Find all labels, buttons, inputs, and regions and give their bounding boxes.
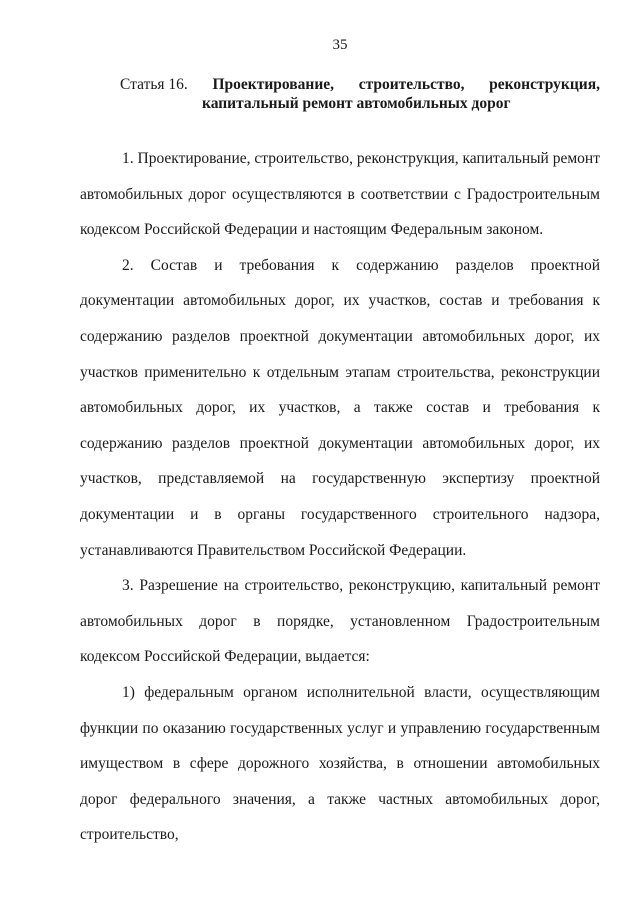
page-number: 35 [332,37,348,53]
article-heading-line-1 [120,75,600,94]
article-title-word-1: Проектирование, [212,76,335,93]
paragraph-3: 3. Разрешение на строительство, реконструкцию, капитальный ремонт автомобильных дорог в порядке, установленном Градостроительным кодексом Российской Федерации, выдается: [80,577,600,666]
article-title-word-2: строительство, [358,76,465,93]
article-title-word-3: реконструкция, [489,76,600,93]
article-title-line-2: капитальный ремонт автомобильных дорог [202,95,511,112]
paragraph-2: 2. Состав и требования к содержанию разделов проектной документации автомобильных дорог, их участков, состав и требования к содержанию разделов проектной документации автомобильных дорог, их участков применительно к отдельным этапам строительства, реконструкции автомобильных дорог, их участков, а также состав и требования к содержанию разделов проектной документации автомобильных дорог, их участков, представляемой на государственную экспертизу проектной документации и в органы государственного строительного надзора, устанавливаются Правительством Российской Федерации. [80,256,600,559]
article-body [80,141,600,853]
paragraph-1: 1. Проектирование, строительство, реконструкция, капитальный ремонт автомобильных дорог осуществляются в соответствии с Градостроительным кодексом Российской Федерации и настоящим Федеральным законом. [80,150,600,239]
article-heading [120,75,600,113]
article-label: Статья 16. [120,76,188,93]
paragraph-3-item-1: 1) федеральным органом исполнительной власти, осуществляющим функции по оказанию государственных услуг и управлению государственным имуществом в сфере дорожного хозяйства, в отношении автомобильных дорог федерального значения, а также частных автомобильных дорог, строительство, [80,683,600,844]
